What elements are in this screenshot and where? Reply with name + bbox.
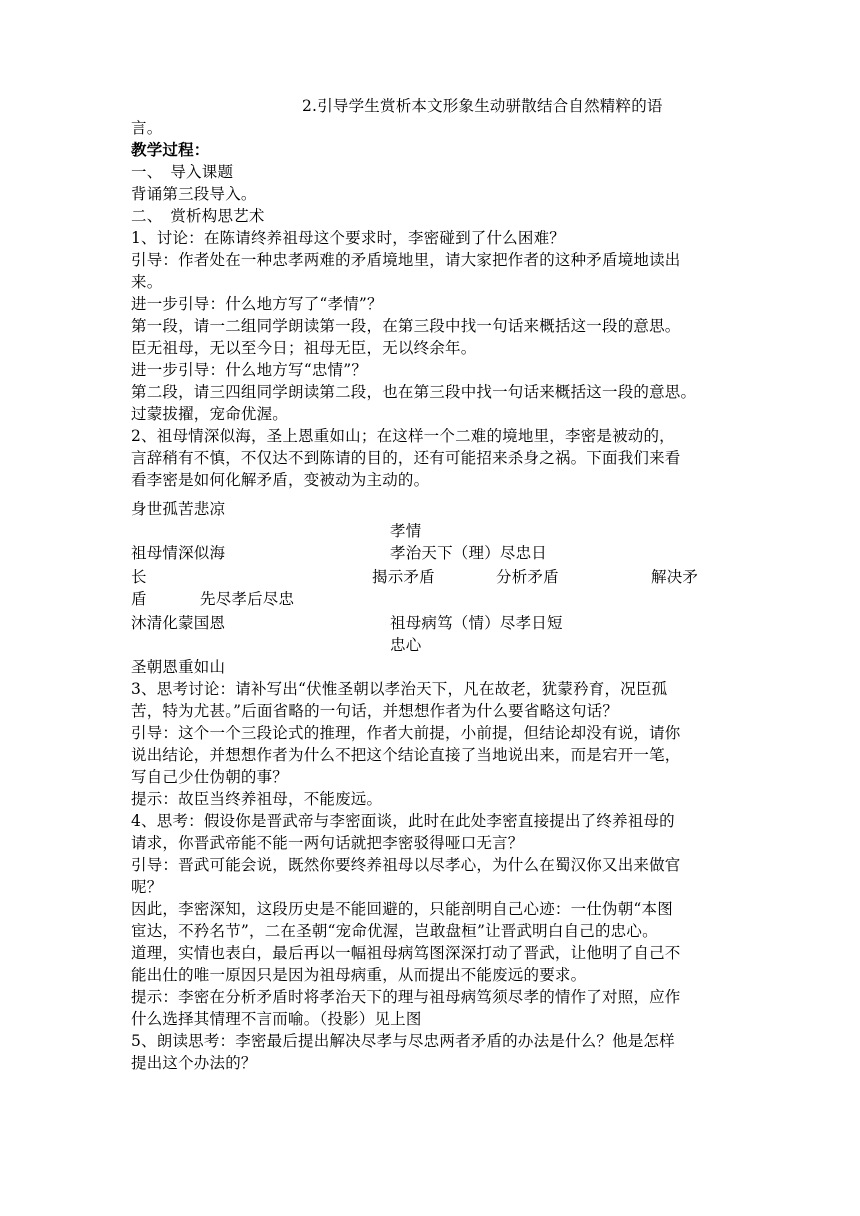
text-line: 祖母病笃（情）尽孝日短 (390, 614, 563, 632)
text-line: 引导：这个一个三段论式的推理，作者大前提，小前提，但结论却没有说，请你 (131, 724, 681, 742)
text-line: 分析矛盾 (496, 568, 559, 586)
text-line: 来。 (131, 273, 163, 291)
text-line: 沐清化蒙国恩 (131, 614, 226, 632)
text-line: 2.引导学生赏析本文形象生动骈散结合自然精粹的语 (302, 97, 663, 115)
text-line: 2、祖母情深似海，圣上恩重如山；在这样一个二难的境地里，李密是被动的， (131, 427, 675, 445)
text-line: 盾 (131, 590, 147, 608)
text-line: 进一步引导：什么地方写“忠情”？ (131, 361, 368, 379)
text-line: 臣无祖母，无以至今日；祖母无臣，无以终余年。 (131, 339, 477, 357)
text-line: 一、 导入课题 (131, 163, 234, 181)
text-line: 什么选择其情理不言而喻。（投影）见上图 (131, 1010, 422, 1028)
text-line: 第二段，请三四组同学朗读第二段，也在第三段中找一句话来概括这一段的意思。 (131, 383, 697, 401)
text-line: 引导：晋武可能会说，既然你要终养祖母以尽孝心，为什么在蜀汉你又出来做官 (131, 856, 681, 874)
text-line: 苦，特为尤甚。”后面省略的一句话，并想想作者为什么要省略这句话？ (131, 702, 619, 720)
text-line: 5、朗读思考：李密最后提出解决尽孝与尽忠两者矛盾的办法是什么？他是怎样 (131, 1032, 675, 1050)
text-line: 言辞稍有不慎，不仅达不到陈请的目的，还有可能招来杀身之祸。下面我们来看 (131, 449, 681, 467)
text-line: 说出结论，并想想作者为什么不把这个结论直接了当地说出来，而是宕开一笔， (131, 746, 681, 764)
text-line: 过蒙拔擢，宠命优渥。 (131, 405, 289, 423)
text-line: 忠心 (390, 636, 422, 654)
text-line: 道理，实情也表白，最后再以一幅祖母病笃图深深打动了晋武，让他明了自己不 (131, 944, 681, 962)
text-line: 孝情 (390, 522, 422, 540)
text-line: 3、思考讨论：请补写出“伏惟圣朝以孝治天下，凡在故老，犹蒙矜育，况臣孤 (131, 680, 668, 698)
text-line: 第一段，请一二组同学朗读第一段，在第三段中找一句话来概括这一段的意思。 (131, 317, 681, 335)
text-line: 提出这个办法的？ (131, 1054, 257, 1072)
text-line: 能出仕的唯一原因只是因为祖母病重，从而提出不能废远的要求。 (131, 966, 587, 984)
text-line: 4、思考：假设你是晋武帝与李密面谈，此时在此处李密直接提出了终养祖母的 (131, 812, 675, 830)
text-line: 进一步引导：什么地方写了“孝情”？ (131, 295, 383, 313)
text-line: 解决矛 (651, 568, 699, 586)
text-line: 长 (131, 568, 147, 586)
text-line: 先尽孝后尽忠 (200, 590, 295, 608)
text-line: 身世孤苦悲凉 (131, 500, 226, 518)
text-line: 背诵第三段导入。 (131, 185, 257, 203)
text-line: 因此，李密深知，这段历史是不能回避的，只能剖明自己心迹：一仕伪朝“本图 (131, 900, 673, 918)
text-line: 言。 (131, 119, 163, 137)
text-line: 看李密是如何化解矛盾，变被动为主动的。 (131, 471, 430, 489)
section-heading: 教学过程： (131, 140, 210, 159)
text-line: 二、 赏析构思艺术 (131, 207, 265, 225)
text-line: 1、讨论：在陈请终养祖母这个要求时，李密碰到了什么困难？ (131, 229, 565, 247)
text-line: 祖母情深似海 (131, 544, 226, 562)
text-line: 请求，你晋武帝能不能一两句话就把李密驳得哑口无言？ (131, 834, 524, 852)
text-line: 宦达，不矜名节”，二在圣朝“宠命优渥，岂敢盘桓”让晋武明白自己的忠心。 (131, 922, 658, 940)
text-line: 提示：故臣当终养祖母，不能废远。 (131, 790, 383, 808)
text-line: 写自己少仕伪朝的事？ (131, 768, 289, 786)
text-line: 提示：李密在分析矛盾时将孝治天下的理与祖母病笃须尽孝的情作了对照，应作 (131, 988, 681, 1006)
text-line: 呢？ (131, 878, 163, 896)
text-line: 揭示矛盾 (372, 568, 435, 586)
text-line: 圣朝恩重如山 (131, 658, 226, 676)
text-line: 引导：作者处在一种忠孝两难的矛盾境地里，请大家把作者的这种矛盾境地读出 (131, 251, 681, 269)
text-line: 孝治天下（理）尽忠日 (390, 544, 548, 562)
